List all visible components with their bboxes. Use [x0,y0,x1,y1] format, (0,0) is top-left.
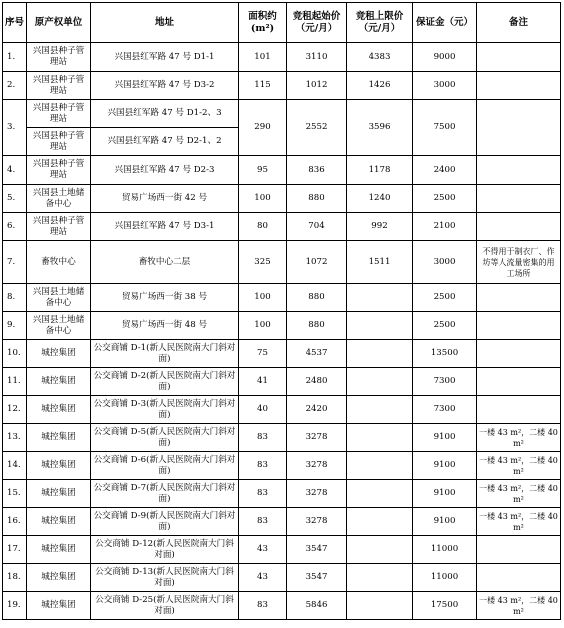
cell-deposit: 2500 [413,185,477,213]
cell-start-price: 3547 [287,564,347,592]
cell-area: 40 [239,396,287,424]
cell-unit: 兴国县种子管理站 [27,43,91,72]
table-row [3,340,561,368]
cell-deposit: 11000 [413,564,477,592]
table-row [3,185,561,213]
cell-deposit: 9000 [413,43,477,72]
table-row [3,72,561,100]
cell-remark [477,312,561,340]
table-row [3,564,561,592]
cell-address: 兴国县红军路 47 号 D3-2 [91,72,239,100]
cell-remark [477,340,561,368]
cell-address: 公交商铺 D-3(新人民医院南大门斜对面) [91,396,239,424]
cell-unit: 畜牧中心 [27,241,91,284]
cell-max-price: 992 [347,213,413,241]
cell-remark [477,100,561,156]
cell-deposit: 7300 [413,368,477,396]
cell-max-price [347,592,413,620]
cell-deposit: 7300 [413,396,477,424]
cell-remark [477,396,561,424]
cell-address: 畜牧中心二层 [91,241,239,284]
cell-area: 290 [239,100,287,156]
cell-deposit: 7500 [413,100,477,156]
cell-area: 75 [239,340,287,368]
table-row [3,241,561,284]
cell-max-price [347,312,413,340]
cell-unit: 城控集团 [27,340,91,368]
cell-area: 100 [239,312,287,340]
table-body [3,43,561,620]
cell-remark: 一楼 43 m²，二楼 40 m² [477,508,561,536]
cell-deposit: 9100 [413,480,477,508]
cell-deposit: 2500 [413,312,477,340]
cell-area: 95 [239,156,287,185]
cell-area: 41 [239,368,287,396]
cell-area: 100 [239,284,287,312]
cell-address: 贸易广场西一街 42 号 [91,185,239,213]
rental-table [2,2,561,620]
cell-address: 兴国县红军路 47 号 D3-1 [91,213,239,241]
cell-area: 100 [239,185,287,213]
cell-area: 43 [239,536,287,564]
cell-unit: 城控集团 [27,396,91,424]
cell-area: 80 [239,213,287,241]
cell-unit: 城控集团 [27,508,91,536]
cell-start-price: 2420 [287,396,347,424]
table-row [3,312,561,340]
cell-remark [477,213,561,241]
cell-start-price: 3278 [287,452,347,480]
cell-remark [477,43,561,72]
cell-unit: 兴国县种子管理站 [27,128,91,156]
cell-remark: 一楼 43 m²，二楼 40 m² [477,592,561,620]
cell-remark [477,156,561,185]
cell-unit: 城控集团 [27,564,91,592]
cell-max-price [347,396,413,424]
cell-unit: 兴国县种子管理站 [27,100,91,128]
header-unit: 原产权单位 [27,3,91,43]
cell-address: 公交商铺 D-12(新人民医院南大门斜对面) [91,536,239,564]
cell-address: 公交商铺 D-25(新人民医院南大门斜对面) [91,592,239,620]
cell-start-price: 880 [287,312,347,340]
cell-no: 6. [3,213,27,241]
cell-no: 2. [3,72,27,100]
cell-no: 8. [3,284,27,312]
cell-remark [477,185,561,213]
cell-remark: 不得用于制衣厂、作坊等人流量密集的用工场所 [477,241,561,284]
cell-remark [477,536,561,564]
cell-unit: 兴国县土地储备中心 [27,312,91,340]
cell-start-price: 836 [287,156,347,185]
cell-unit: 兴国县土地储备中心 [27,185,91,213]
cell-unit: 城控集团 [27,480,91,508]
header-row [3,3,561,43]
cell-max-price [347,508,413,536]
table-row [3,284,561,312]
cell-unit: 兴国县种子管理站 [27,72,91,100]
cell-unit: 兴国县土地储备中心 [27,284,91,312]
table-row [3,480,561,508]
cell-max-price [347,452,413,480]
cell-unit: 城控集团 [27,368,91,396]
cell-address: 公交商铺 D-7(新人民医院南大门斜对面) [91,480,239,508]
table-row [3,508,561,536]
cell-area: 83 [239,480,287,508]
cell-remark: 一楼 43 m²，二楼 40 m² [477,452,561,480]
cell-deposit: 3000 [413,241,477,284]
cell-remark [477,284,561,312]
cell-no: 3. [3,100,27,156]
cell-no: 19. [3,592,27,620]
cell-unit: 兴国县种子管理站 [27,156,91,185]
header-no: 序号 [3,3,27,43]
cell-max-price [347,564,413,592]
cell-start-price: 5846 [287,592,347,620]
cell-deposit: 13500 [413,340,477,368]
cell-no: 4. [3,156,27,185]
cell-no: 14. [3,452,27,480]
cell-max-price: 1426 [347,72,413,100]
cell-start-price: 880 [287,185,347,213]
table-row [3,396,561,424]
cell-max-price [347,284,413,312]
table-row [3,368,561,396]
cell-area: 83 [239,424,287,452]
cell-no: 11. [3,368,27,396]
cell-max-price: 3596 [347,100,413,156]
cell-no: 10. [3,340,27,368]
cell-deposit: 17500 [413,592,477,620]
header-area: 面积约(m²) [239,3,287,43]
cell-max-price: 1511 [347,241,413,284]
cell-area: 325 [239,241,287,284]
cell-remark: 一楼 43 m²，二楼 40 m² [477,424,561,452]
header-deposit: 保证金（元） [413,3,477,43]
cell-address: 公交商铺 D-13(新人民医院南大门斜对面) [91,564,239,592]
cell-max-price [347,536,413,564]
cell-start-price: 704 [287,213,347,241]
cell-address: 贸易广场西一街 48 号 [91,312,239,340]
table-row [3,156,561,185]
header-remark: 备注 [477,3,561,43]
cell-max-price [347,424,413,452]
cell-no: 17. [3,536,27,564]
cell-start-price: 3278 [287,480,347,508]
cell-address: 兴国县红军路 47 号 D2-1、2 [91,128,239,156]
cell-no: 18. [3,564,27,592]
cell-address: 公交商铺 D-5(新人民医院南大门斜对面) [91,424,239,452]
header-start-price: 竞租起始价（元/月） [287,3,347,43]
cell-unit: 城控集团 [27,452,91,480]
table-row [3,43,561,72]
cell-start-price: 3110 [287,43,347,72]
table-row [3,536,561,564]
cell-start-price: 2480 [287,368,347,396]
cell-deposit: 2400 [413,156,477,185]
cell-remark: 一楼 43 m²，二楼 40 m² [477,480,561,508]
cell-address: 贸易广场西一街 38 号 [91,284,239,312]
cell-remark [477,72,561,100]
cell-max-price: 1178 [347,156,413,185]
table-row [3,452,561,480]
cell-start-price: 1072 [287,241,347,284]
cell-no: 13. [3,424,27,452]
cell-max-price: 1240 [347,185,413,213]
cell-address: 公交商铺 D-2(新人民医院南大门斜对面) [91,368,239,396]
cell-start-price: 1012 [287,72,347,100]
cell-no: 5. [3,185,27,213]
cell-start-price: 3278 [287,508,347,536]
cell-address: 兴国县红军路 47 号 D1-2、3 [91,100,239,128]
cell-unit: 城控集团 [27,536,91,564]
cell-deposit: 9100 [413,452,477,480]
table-row [3,424,561,452]
cell-no: 15. [3,480,27,508]
cell-area: 115 [239,72,287,100]
table-row [3,592,561,620]
cell-address: 公交商铺 D-6(新人民医院南大门斜对面) [91,452,239,480]
cell-max-price [347,340,413,368]
cell-area: 83 [239,592,287,620]
cell-address: 公交商铺 D-9(新人民医院南大门斜对面) [91,508,239,536]
cell-deposit: 11000 [413,536,477,564]
cell-no: 9. [3,312,27,340]
cell-remark [477,564,561,592]
cell-start-price: 4537 [287,340,347,368]
cell-start-price: 3278 [287,424,347,452]
cell-max-price [347,480,413,508]
cell-deposit: 9100 [413,424,477,452]
cell-area: 43 [239,564,287,592]
table-row [3,100,561,128]
cell-remark [477,368,561,396]
cell-unit: 城控集团 [27,424,91,452]
cell-deposit: 2100 [413,213,477,241]
cell-address: 兴国县红军路 47 号 D2-3 [91,156,239,185]
cell-start-price: 3547 [287,536,347,564]
cell-area: 83 [239,508,287,536]
cell-start-price: 880 [287,284,347,312]
cell-unit: 兴国县种子管理站 [27,213,91,241]
cell-area: 101 [239,43,287,72]
cell-area: 83 [239,452,287,480]
cell-unit: 城控集团 [27,592,91,620]
cell-max-price: 4383 [347,43,413,72]
cell-no: 16. [3,508,27,536]
cell-no: 1. [3,43,27,72]
cell-no: 12. [3,396,27,424]
cell-deposit: 2500 [413,284,477,312]
table-row [3,213,561,241]
cell-start-price: 2552 [287,100,347,156]
cell-address: 公交商铺 D-1(新人民医院南大门斜对面) [91,340,239,368]
cell-no: 7. [3,241,27,284]
cell-max-price [347,368,413,396]
cell-deposit: 9100 [413,508,477,536]
cell-deposit: 3000 [413,72,477,100]
header-max-price: 竞租上限价（元/月） [347,3,413,43]
cell-address: 兴国县红军路 47 号 D1-1 [91,43,239,72]
header-address: 地址 [91,3,239,43]
